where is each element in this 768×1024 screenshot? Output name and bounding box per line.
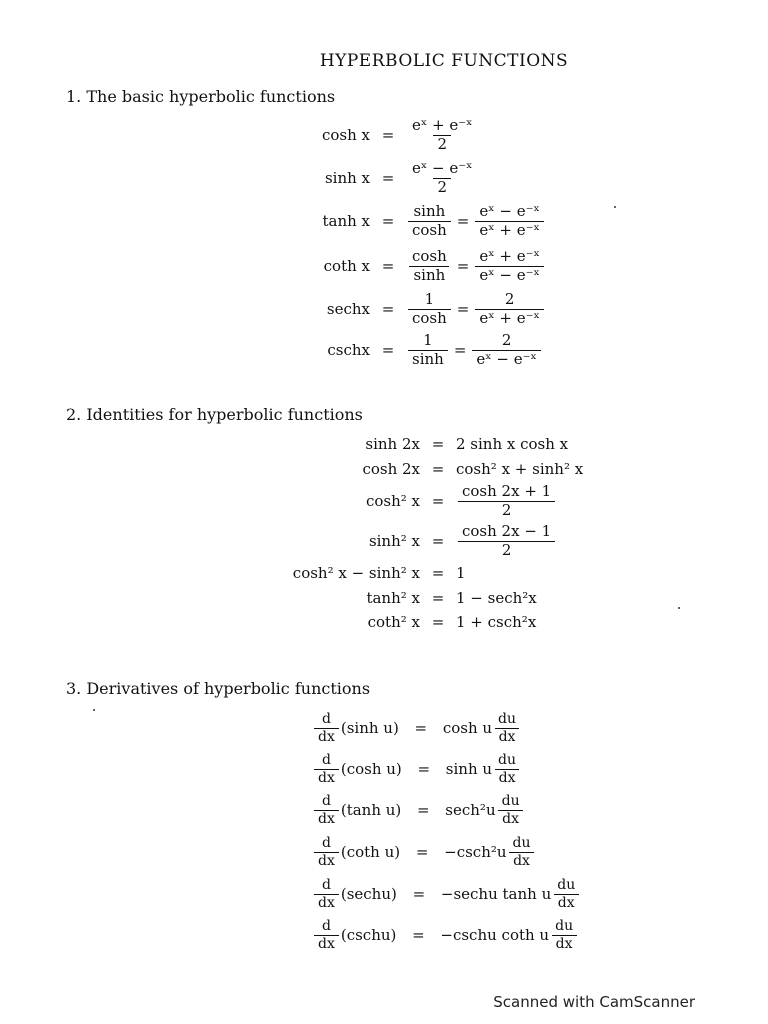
numerator: 2 xyxy=(501,330,512,349)
derivative-operator xyxy=(314,753,339,785)
lhs: tanh² x xyxy=(366,589,420,607)
derivative-operator xyxy=(314,878,339,910)
denominator: sinh xyxy=(409,266,449,284)
numerator: 1 xyxy=(424,289,435,308)
page-title: HYPERBOLIC FUNCTIONS xyxy=(319,51,569,71)
denominator: 2 xyxy=(458,541,555,559)
numerator: cosh 2x − 1 xyxy=(462,521,552,540)
scan-speck xyxy=(678,607,680,609)
equals-sign: = xyxy=(431,492,445,510)
d: d xyxy=(321,917,331,934)
rhs: −csch²u xyxy=(444,843,507,861)
denominator: eˣ − e⁻ˣ xyxy=(475,266,544,284)
du: du xyxy=(557,876,576,893)
dx: dx xyxy=(314,769,339,786)
rhs: 1 − sech²x xyxy=(456,589,537,607)
equals-sign: = xyxy=(417,801,430,819)
equals-sign: = xyxy=(381,212,395,230)
numerator: cosh 2x + 1 xyxy=(462,481,552,500)
rhs: sech²u xyxy=(445,801,496,819)
fraction xyxy=(408,246,451,284)
lhs: sinh 2x xyxy=(365,435,420,453)
numerator: eˣ − e⁻ˣ xyxy=(479,201,540,220)
du: du xyxy=(498,751,517,768)
rhs: −sechu tanh u xyxy=(440,885,552,903)
equals-sign: = xyxy=(381,126,395,144)
equals-sign: = xyxy=(412,926,425,944)
lhs: tanh x xyxy=(322,212,370,230)
lhs: cosh 2x xyxy=(362,460,420,478)
numerator: cosh xyxy=(412,246,447,265)
fraction xyxy=(408,158,477,196)
lhs: cschx xyxy=(327,341,370,359)
section-heading-identities: 2. Identities for hyperbolic functions xyxy=(66,405,363,424)
denominator: sinh xyxy=(408,350,448,368)
equals-sign: = xyxy=(431,435,445,453)
lhs: coth² x xyxy=(367,613,420,631)
rhs: 1 + csch²x xyxy=(456,613,537,631)
identity-row xyxy=(280,481,557,521)
basic-row-tanh xyxy=(300,201,546,241)
lhs: cosh² x xyxy=(365,492,420,510)
argument: (cschu) xyxy=(340,926,397,944)
du: du xyxy=(498,710,517,727)
du-dx xyxy=(553,878,579,910)
derivative-row xyxy=(312,914,579,956)
du-dx xyxy=(509,836,535,868)
dx: dx xyxy=(552,935,577,952)
lhs: sechx xyxy=(326,300,370,318)
lhs: sinh x xyxy=(324,169,370,187)
denominator: 2 xyxy=(433,135,451,153)
derivative-operator xyxy=(314,794,339,826)
identity-row xyxy=(280,604,536,640)
basic-row-cosh xyxy=(300,115,479,155)
basic-row-sinh xyxy=(300,158,479,198)
section-heading-basic: 1. The basic hyperbolic functions xyxy=(66,87,336,106)
argument: (coth u) xyxy=(340,843,401,861)
denominator: eˣ + e⁻ˣ xyxy=(475,221,544,239)
equals-sign: = xyxy=(431,460,445,478)
fraction xyxy=(458,481,555,519)
basic-row-sech xyxy=(300,289,546,329)
argument: (tanh u) xyxy=(340,801,402,819)
equals-sign: = xyxy=(412,885,426,903)
scan-speck xyxy=(93,709,95,711)
numerator: 2 xyxy=(504,289,515,308)
dx: dx xyxy=(314,852,339,869)
equals-sign: = xyxy=(381,300,395,318)
equals-sign: = xyxy=(381,341,395,359)
fraction xyxy=(472,330,541,368)
derivative-row xyxy=(312,748,522,790)
rhs: −cschu coth u xyxy=(440,926,550,944)
dx: dx xyxy=(495,728,520,745)
lhs: cosh² x − sinh² x xyxy=(292,564,420,582)
du: du xyxy=(501,792,520,809)
equals-sign: = xyxy=(381,169,395,187)
du-dx xyxy=(494,712,520,744)
scan-speck xyxy=(614,206,616,208)
numerator: eˣ + e⁻ˣ xyxy=(479,246,540,265)
d: d xyxy=(321,710,331,727)
fraction xyxy=(475,246,544,284)
du-dx xyxy=(498,794,524,826)
argument: (sinh u) xyxy=(340,719,399,737)
equals-sign: = xyxy=(453,341,467,359)
d: d xyxy=(321,751,331,768)
fraction xyxy=(475,201,544,239)
lhs: cosh x xyxy=(321,126,370,144)
fraction xyxy=(458,521,555,559)
dx: dx xyxy=(314,810,339,827)
dx: dx xyxy=(495,769,520,786)
dx: dx xyxy=(509,852,534,869)
du: du xyxy=(555,917,574,934)
derivative-operator xyxy=(314,836,339,868)
numerator: eˣ + e⁻ˣ xyxy=(412,115,473,134)
denominator: 2 xyxy=(433,178,451,196)
dx: dx xyxy=(314,894,339,911)
fraction xyxy=(408,115,477,153)
basic-row-coth xyxy=(300,246,546,286)
dx: dx xyxy=(554,894,579,911)
lhs: coth x xyxy=(323,257,370,275)
section-heading-derivatives: 3. Derivatives of hyperbolic functions xyxy=(66,679,371,698)
rhs: sinh u xyxy=(445,760,493,778)
equals-sign: = xyxy=(431,564,445,582)
denominator: cosh xyxy=(408,221,451,239)
dx: dx xyxy=(314,935,339,952)
fraction xyxy=(475,289,544,327)
equals-sign: = xyxy=(381,257,395,275)
equals-sign: = xyxy=(431,589,445,607)
d: d xyxy=(321,834,331,851)
rhs: cosh² x + sinh² x xyxy=(456,460,584,478)
du: du xyxy=(512,834,531,851)
scanner-watermark: Scanned with CamScanner xyxy=(493,993,695,1011)
dx: dx xyxy=(314,728,339,745)
rhs: 2 sinh x cosh x xyxy=(456,435,569,453)
du-dx xyxy=(551,919,577,951)
argument: (cosh u) xyxy=(340,760,402,778)
derivative-operator xyxy=(314,712,339,744)
d: d xyxy=(321,792,331,809)
equals-sign: = xyxy=(431,613,445,631)
equals-sign: = xyxy=(417,760,431,778)
rhs: 1 xyxy=(456,564,466,582)
denominator: eˣ − e⁻ˣ xyxy=(472,350,541,368)
equals-sign: = xyxy=(415,843,429,861)
numerator: 1 xyxy=(423,330,433,349)
equals-sign: = xyxy=(431,532,445,550)
fraction xyxy=(408,289,451,327)
derivative-row xyxy=(312,831,537,873)
derivative-row xyxy=(312,873,581,915)
equals-sign: = xyxy=(456,257,470,275)
fraction xyxy=(408,330,448,368)
fraction xyxy=(408,201,451,239)
equals-sign: = xyxy=(456,212,470,230)
numerator: sinh xyxy=(413,201,446,220)
d: d xyxy=(321,876,331,893)
argument: (sechu) xyxy=(340,885,397,903)
derivative-operator xyxy=(314,919,339,951)
derivative-row xyxy=(312,707,522,749)
dx: dx xyxy=(498,810,523,827)
derivative-row xyxy=(312,789,526,831)
denominator: 2 xyxy=(458,501,555,519)
equals-sign: = xyxy=(414,719,428,737)
basic-row-csch xyxy=(300,330,543,370)
numerator: eˣ − e⁻ˣ xyxy=(412,158,473,177)
du-dx xyxy=(494,753,520,785)
denominator: eˣ + e⁻ˣ xyxy=(475,309,544,327)
denominator: cosh xyxy=(408,309,451,327)
lhs: sinh² x xyxy=(368,532,420,550)
rhs: cosh u xyxy=(442,719,493,737)
equals-sign: = xyxy=(456,300,470,318)
